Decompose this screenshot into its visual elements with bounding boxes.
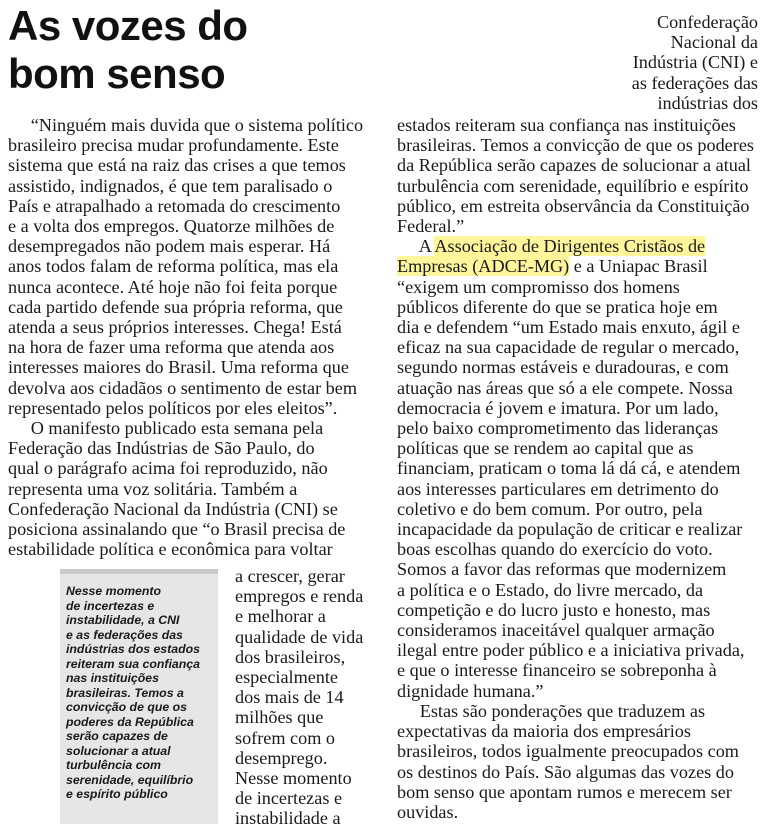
text-line: “Ninguém mais duvida que o sistema político <box>8 115 364 135</box>
highlighted-organization: Associação de Dirigentes Cristãos de <box>434 236 706 257</box>
pull-quote <box>60 569 218 824</box>
text-line: dignidade humana.” <box>397 680 544 701</box>
column-right-top <box>397 115 765 236</box>
text-line: O manifesto publicado esta semana pela <box>8 418 324 439</box>
text-line: instabilidade a <box>235 808 341 829</box>
text-line: público, em estreita observância da Constituição <box>397 195 750 216</box>
text-line: turbulência com <box>66 758 161 772</box>
text-line: da República serão capazes de solucionar a atual <box>397 155 751 176</box>
text-line: poderes da República <box>66 714 194 729</box>
text-line: de incertezas e <box>66 598 155 613</box>
text-line: turbulência com serenidade, equilíbrio e espírito <box>397 175 749 196</box>
text-line: instabilidade, a CNI <box>66 613 180 627</box>
text-line: indústrias dos estados <box>66 642 200 656</box>
column-left-continued <box>235 566 385 829</box>
headline <box>8 2 248 98</box>
text-line: a política e o Estado, do livre mercado, da <box>397 579 704 600</box>
text-line: a crescer, gerar <box>235 566 345 586</box>
text-line: devolva aos cidadãos o sentimento de estar bem <box>8 377 357 398</box>
text-line: boas escolhas quando do exercício do voto. <box>397 539 713 560</box>
column-right-bottom <box>397 277 765 822</box>
text-line: financiam, praticam o toma lá dá cá, e atendem <box>397 458 741 479</box>
text-line: Indústria (CNI) e <box>632 52 758 73</box>
text-line: na hora de fazer uma reforma que atenda aos <box>8 337 335 358</box>
text-line: e as federações das <box>66 627 183 642</box>
text-line: expectativas da maioria dos empresários <box>397 721 691 742</box>
text-line: especialmente <box>235 667 339 688</box>
highlight-line-1: A Associação de Dirigentes Cristãos de <box>397 236 706 257</box>
text-line: e melhorar a <box>235 606 326 627</box>
text-line: interesses maiores do Brasil. Uma reforma que <box>8 357 349 378</box>
text-line: sofrem com o <box>235 727 336 748</box>
text-line: públicos diferente do que se pratica hoje em <box>397 296 718 317</box>
text-line: representado pelos políticos por eles eleitos”. <box>8 397 338 418</box>
text-line: solucionar a atual <box>66 743 171 758</box>
text-line: ouvidas. <box>397 801 459 822</box>
text-line: bom senso que apontam rumos e merecem ser <box>397 781 732 802</box>
text-line: coletivo e do bem comum. Por outro, pela <box>397 498 703 519</box>
text-line: convicção de que os <box>66 700 187 714</box>
text-line: os destinos do País. São algumas das vozes do <box>397 761 734 782</box>
text-line: Confederação Nacional da Indústria (CNI) se <box>8 498 338 519</box>
text-line: serenidade, equilíbrio <box>66 772 194 787</box>
text-line: brasileiro precisa mudar profundamente. Este <box>8 135 339 156</box>
text-line: milhões que <box>235 707 324 728</box>
text-line: e que o interesse financeiro se sobreponha à <box>397 660 717 681</box>
text-line: País e atrapalhado a retomada do crescimento <box>8 195 341 216</box>
text-line: indústrias dos <box>657 92 758 113</box>
text-line: brasileiras. Temos a <box>66 685 184 700</box>
text-line: sistema que está na raiz das crises a que temos <box>8 155 346 176</box>
column-left <box>8 115 388 559</box>
text-line: e espírito público <box>66 787 168 801</box>
text-line: eficaz na sua capacidade de regular o mercado, <box>397 337 740 358</box>
text-line: Nacional da <box>670 32 758 53</box>
text-line: democracia é jovem e imatura. Por um lado, <box>397 397 719 418</box>
text-line: assistido, indignados, é que tem paralisado o <box>8 175 333 196</box>
text-line: pelo baixo comprometimento das lideranças <box>397 418 719 439</box>
text-line: estabilidade política e econômica para voltar <box>8 539 333 560</box>
text-line: dos brasileiros, <box>235 646 346 667</box>
text-line: atenda a seus próprios interesses. Chega! Está <box>8 317 342 338</box>
text-line: aos interesses particulares em detrimento do <box>397 478 719 499</box>
text-line: qualidade de vida <box>235 626 364 647</box>
text-line: Estas são ponderações que traduzem as <box>397 700 706 721</box>
text-line: competição e do lucro justo e honesto, mas <box>397 599 711 620</box>
text-line: políticas que se rendem ao capital que as <box>397 438 694 459</box>
text-line: dia e defendem “um Estado mais enxuto, ágil e <box>397 317 740 338</box>
text-line: nunca acontece. Até hoje não foi feita porque <box>8 276 338 297</box>
text-line: e a volta dos empregos. Quatorze milhões de <box>8 216 335 237</box>
text-line: incapacidade da população de criticar e realizar <box>397 519 743 540</box>
text-line: posiciona assinalando que “o Brasil precisa de <box>8 519 346 540</box>
top-right-text <box>498 12 758 113</box>
highlighted-organization-abbrev: Empresas (ADCE-MG) <box>397 256 570 277</box>
text-line: estados reiteram sua confiança nas instituições <box>397 115 736 135</box>
column-right <box>397 115 765 822</box>
text-line: brasileiras. Temos a convicção de que os poderes <box>397 135 754 156</box>
text-line: “exigem um compromisso dos homens <box>397 276 680 297</box>
text-line: dos mais de 14 <box>235 687 344 708</box>
text-line: desempregados não podem mais esperar. Há <box>8 236 331 257</box>
text-line: empregos e renda <box>235 586 364 607</box>
text-line: as federações das <box>631 72 758 93</box>
text-line: de incertezas e <box>235 788 343 809</box>
text-line: Federal.” <box>397 216 465 237</box>
text-line: reiteram sua confiança <box>66 656 200 671</box>
text-line: representa uma voz solitária. Também a <box>8 478 298 499</box>
text-line: nas instituições <box>66 671 159 685</box>
highlight-line-2: Empresas (ADCE-MG) e a Uniapac Brasil <box>397 256 708 277</box>
text-line: cada partido defende sua própria reforma, que <box>8 296 343 317</box>
text-line: anos todos falam de reforma política, mas ela <box>8 256 339 277</box>
text-line: Nesse momento <box>66 584 161 598</box>
text-line: Somos a favor das reformas que modernizem <box>397 559 727 580</box>
headline-line: As vozes do <box>8 2 248 49</box>
text-line: ilegal entre poder público e a iniciativa privada, <box>397 640 745 661</box>
text-line: serão capazes de <box>66 729 168 743</box>
text-line: consideramos inaceitável qualquer armação <box>397 620 715 641</box>
headline-line: bom senso <box>8 50 226 97</box>
text-line: Nesse momento <box>235 768 352 789</box>
text-line: qual o parágrafo acima foi reproduzido, não <box>8 458 328 479</box>
text-line: segundo normas estáveis e duradouras, e com <box>397 357 729 378</box>
text-line: brasileiros, todos igualmente preocupados com <box>397 741 739 762</box>
text-line: desemprego. <box>235 747 328 768</box>
text-line: Confederação <box>657 12 758 32</box>
text-line: atuação nas áreas que só a ele compete. Nossa <box>397 377 733 398</box>
text-line: Federação das Indústrias de São Paulo, do <box>8 438 315 459</box>
